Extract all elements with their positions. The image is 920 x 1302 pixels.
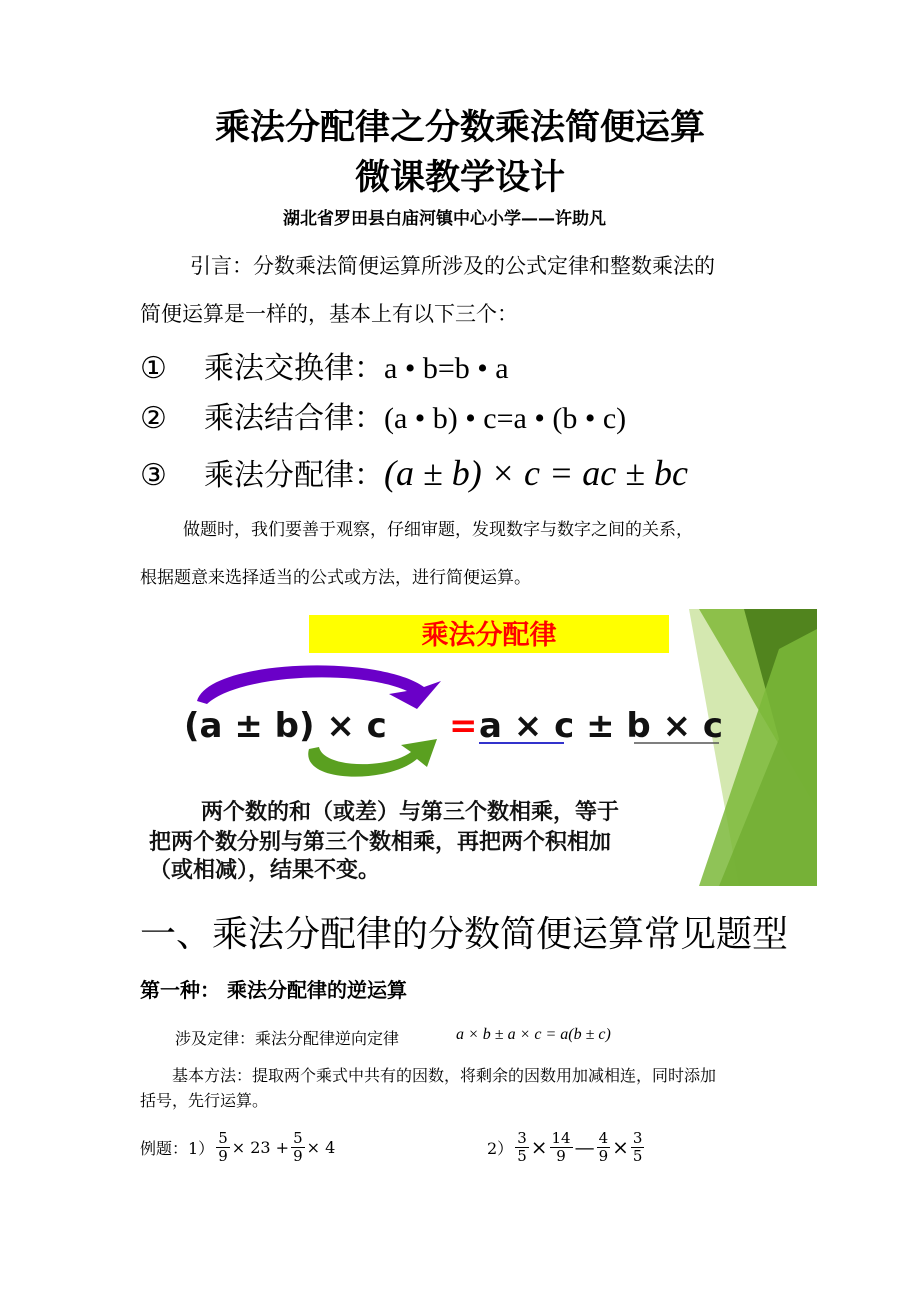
law-commutative: [140, 343, 509, 387]
law-label: 涉及定律：乘法分配律逆向定律: [175, 1029, 400, 1048]
law-number: ③: [140, 458, 167, 493]
fraction: $\frac{14}{9}$: [551, 1128, 571, 1165]
slide-title: 乘法分配律: [421, 620, 557, 651]
law-distributive: [140, 450, 688, 494]
fraction: $\frac{5}{9}$: [218, 1128, 228, 1165]
example-label: 例题：1）: [140, 1138, 215, 1158]
law-associative: [140, 393, 626, 437]
example-1: [140, 1125, 335, 1169]
law-formula: (a ± b) × c = ac ± bc: [384, 453, 689, 493]
slide-desc-line-2: 把两个数分别与第三个数相乘，再把两个积相加: [149, 830, 612, 855]
law-formula-inverse: a × b ± a × c = a(b ± c): [456, 1026, 611, 1043]
operator: —: [574, 1135, 595, 1159]
law-formula: (a • b) • c=a • (b • c): [384, 402, 627, 435]
section-heading: 一、乘法分配律的分数简便运算常见题型: [140, 914, 789, 955]
method-line-1: 基本方法：提取两个乘式中共有的因数，将剩余的因数用加减相连，同时添加: [172, 1066, 717, 1085]
example-text: × 23 +: [231, 1137, 290, 1157]
slide-desc-line-3: （或相减），结果不变。: [149, 858, 381, 883]
fraction: $\frac{4}{9}$: [598, 1128, 609, 1165]
tip-line-1: 做题时，我们要善于观察，仔细审题，发现数字与数字之间的关系，: [183, 520, 693, 540]
type1-heading: 第一种： 乘法分配律的逆运算: [140, 978, 407, 1002]
law-formula: a • b=b • a: [384, 352, 509, 385]
tip-line-2: 根据题意来选择适当的公式或方法，进行简便运算。: [140, 568, 531, 588]
author-line: 湖北省罗田县白庙河镇中心小学——许助凡: [283, 209, 606, 229]
page-subtitle: 微课教学设计: [354, 158, 565, 198]
slide-formula-right: a × c ± b × c: [479, 706, 724, 746]
example-2: [487, 1125, 646, 1169]
intro-line-2: 简便运算是一样的，基本上有以下三个：: [140, 302, 518, 326]
intro-line-1: 引言：分数乘法简便运算所涉及的公式定律和整数乘法的: [190, 254, 715, 278]
law-name: 乘法分配律：: [204, 458, 384, 493]
operator: ×: [530, 1135, 548, 1159]
law-number: ①: [140, 351, 167, 386]
operator: ×: [612, 1135, 629, 1159]
example-text: × 4: [306, 1137, 336, 1157]
page-title: 乘法分配律之分数乘法简便运算: [214, 108, 705, 148]
slide-graphic: [149, 609, 817, 886]
arrow-top: [197, 665, 441, 709]
fraction: $\frac{3}{5}$: [517, 1128, 527, 1165]
law-name: 乘法结合律：: [204, 401, 384, 436]
law-number: ②: [140, 401, 167, 436]
slide-formula-left: (a ± b) × c: [184, 706, 387, 746]
slide-desc-line-1: 两个数的和（或差）与第三个数相乘，等于: [201, 800, 620, 825]
fraction: $\frac{3}{5}$: [632, 1128, 643, 1165]
example-label: 2）: [487, 1138, 514, 1158]
slide-equals: =: [449, 706, 478, 746]
distributive-law-slide: [149, 609, 817, 886]
law-name: 乘法交换律：: [204, 351, 384, 386]
method-line-2: 括号，先行运算。: [140, 1091, 269, 1110]
fraction: $\frac{5}{9}$: [293, 1128, 303, 1165]
